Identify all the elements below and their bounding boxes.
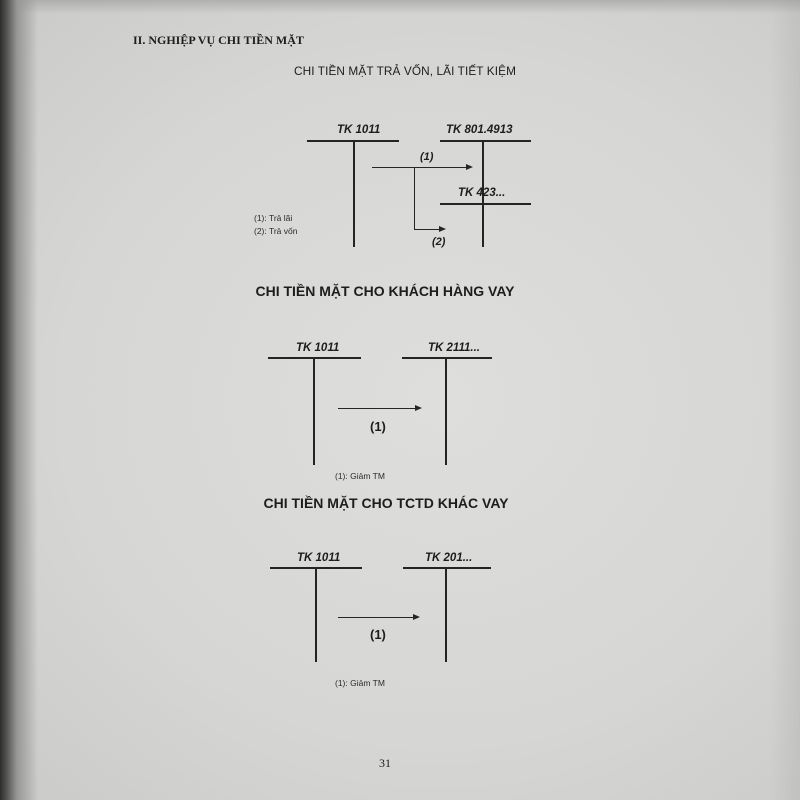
- entry-label-1: (1): [370, 419, 386, 434]
- t-account-vertical-line: [445, 357, 447, 465]
- entry-arrow-1: [338, 408, 420, 409]
- t-account-vertical-line: [315, 567, 317, 662]
- entry-label-2: (2): [432, 236, 446, 248]
- account-label-tk-1011: TK 1011: [297, 552, 341, 564]
- legend-item: (1): Giảm TM: [335, 678, 385, 688]
- account-label-tk-201: TK 201...: [425, 552, 473, 564]
- entry-arrow-2: [414, 229, 444, 230]
- t-account-vertical-line: [445, 567, 447, 662]
- diagram-title: CHI TIỀN MẶT CHO KHÁCH HÀNG VAY: [255, 283, 515, 299]
- entry-label-1: (1): [370, 627, 386, 642]
- account-label-tk-801: TK 801.4913: [446, 124, 513, 136]
- account-label-tk-1011: TK 1011: [337, 124, 381, 136]
- section-heading: II. NGHIỆP VỤ CHI TIỀN MẶT: [133, 33, 304, 47]
- account-label-tk-1011: TK 1011: [296, 342, 340, 354]
- t-account-horizontal-line: [403, 567, 491, 569]
- entry-connector-2: [414, 167, 415, 230]
- diagram-title: CHI TIỀN MẶT CHO TCTD KHÁC VAY: [263, 495, 509, 511]
- t-account-vertical-line: [313, 357, 315, 465]
- page-number: 31: [379, 756, 391, 770]
- legend-item: (1): Trả lãi: [254, 213, 293, 223]
- account-label-tk-423: TK 423...: [458, 187, 506, 199]
- legend-item: (2): Trả vốn: [254, 226, 298, 236]
- entry-arrow-1: [338, 617, 418, 618]
- entry-arrow-1: [372, 167, 471, 168]
- t-account-horizontal-line: [440, 140, 531, 142]
- diagram-title: CHI TIỀN MẶT TRẢ VỐN, LÃI TIẾT KIỆM: [293, 64, 517, 78]
- legend-item: (1): Giảm TM: [335, 471, 385, 481]
- entry-label-1: (1): [420, 151, 434, 163]
- t-account-horizontal-line: [402, 357, 492, 359]
- t-account-horizontal-line: [440, 203, 531, 205]
- account-label-tk-2111: TK 2111...: [428, 342, 480, 354]
- t-account-vertical-line: [353, 140, 355, 247]
